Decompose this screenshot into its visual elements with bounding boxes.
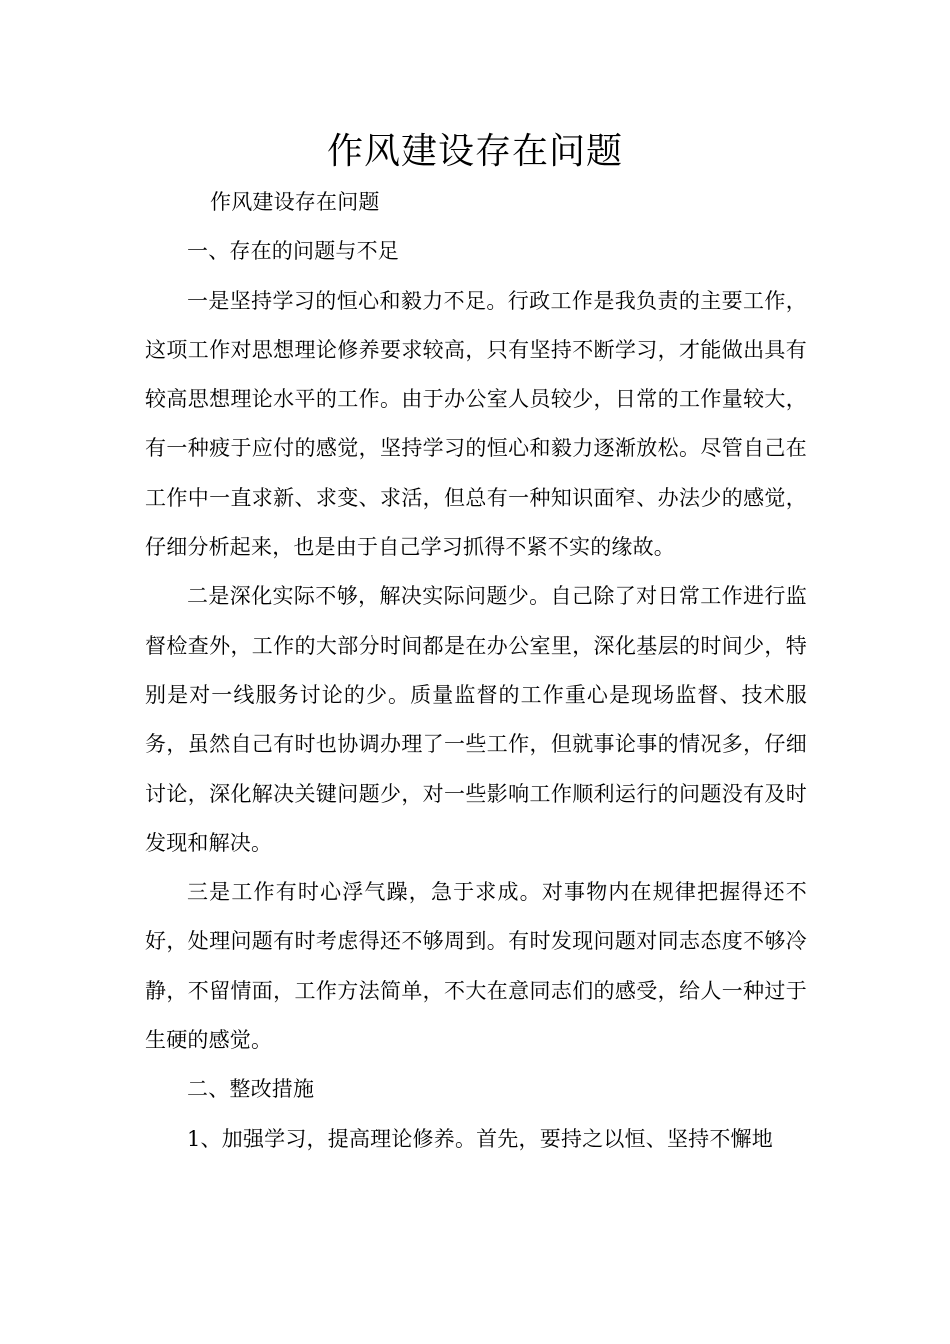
paragraph-problem-3: 三是工作有时心浮气躁，急于求成。对事物内在规律把握得还不好，处理问题有时考虑得还不够周到。有时发现问题对同志态度不够冷静，不留情面，工作方法简单，不大在意同志们的感受，给人一种过于生硬的感觉。 [145,880,807,1053]
section-heading-problems: 一、存在的问题与不足 [187,239,399,264]
document-title: 作风建设存在问题 [326,131,623,172]
paragraph-measure-1: 1、加强学习，提高理论修养。首先，要持之以恒、坚持不懈地 [187,1126,773,1151]
paragraph-problem-2: 二是深化实际不够，解决实际问题少。自己除了对日常工作进行监督检查外，工作的大部分时间都是在办公室里，深化基层的时间少，特别是对一线服务讨论的少。质量监督的工作重心是现场监督、技术服务，虽然自己有时也协调办理了一些工作，但就事论事的情况多，仔细讨论，深化解决关键问题少，对一些影响工作顺利运行的问题没有及时发现和解决。 [145,584,807,855]
subtitle-paragraph: 作风建设存在问题 [210,190,380,214]
document-body [145,178,807,1164]
section-heading-measures: 二、整改措施 [187,1077,315,1102]
paragraph-problem-1: 一是坚持学习的恒心和毅力不足。行政工作是我负责的主要工作，这项工作对思想理论修养要求较高，只有坚持不断学习，才能做出具有较高思想理论水平的工作。由于办公室人员较少，日常的工作量较大，有一种疲于应付的感觉，坚持学习的恒心和毅力逐渐放松。尽管自己在工作中一直求新、求变、求活，但总有一种知识面窄、办法少的感觉，仔细分析起来，也是由于自己学习抓得不紧不实的缘故。 [145,288,807,560]
